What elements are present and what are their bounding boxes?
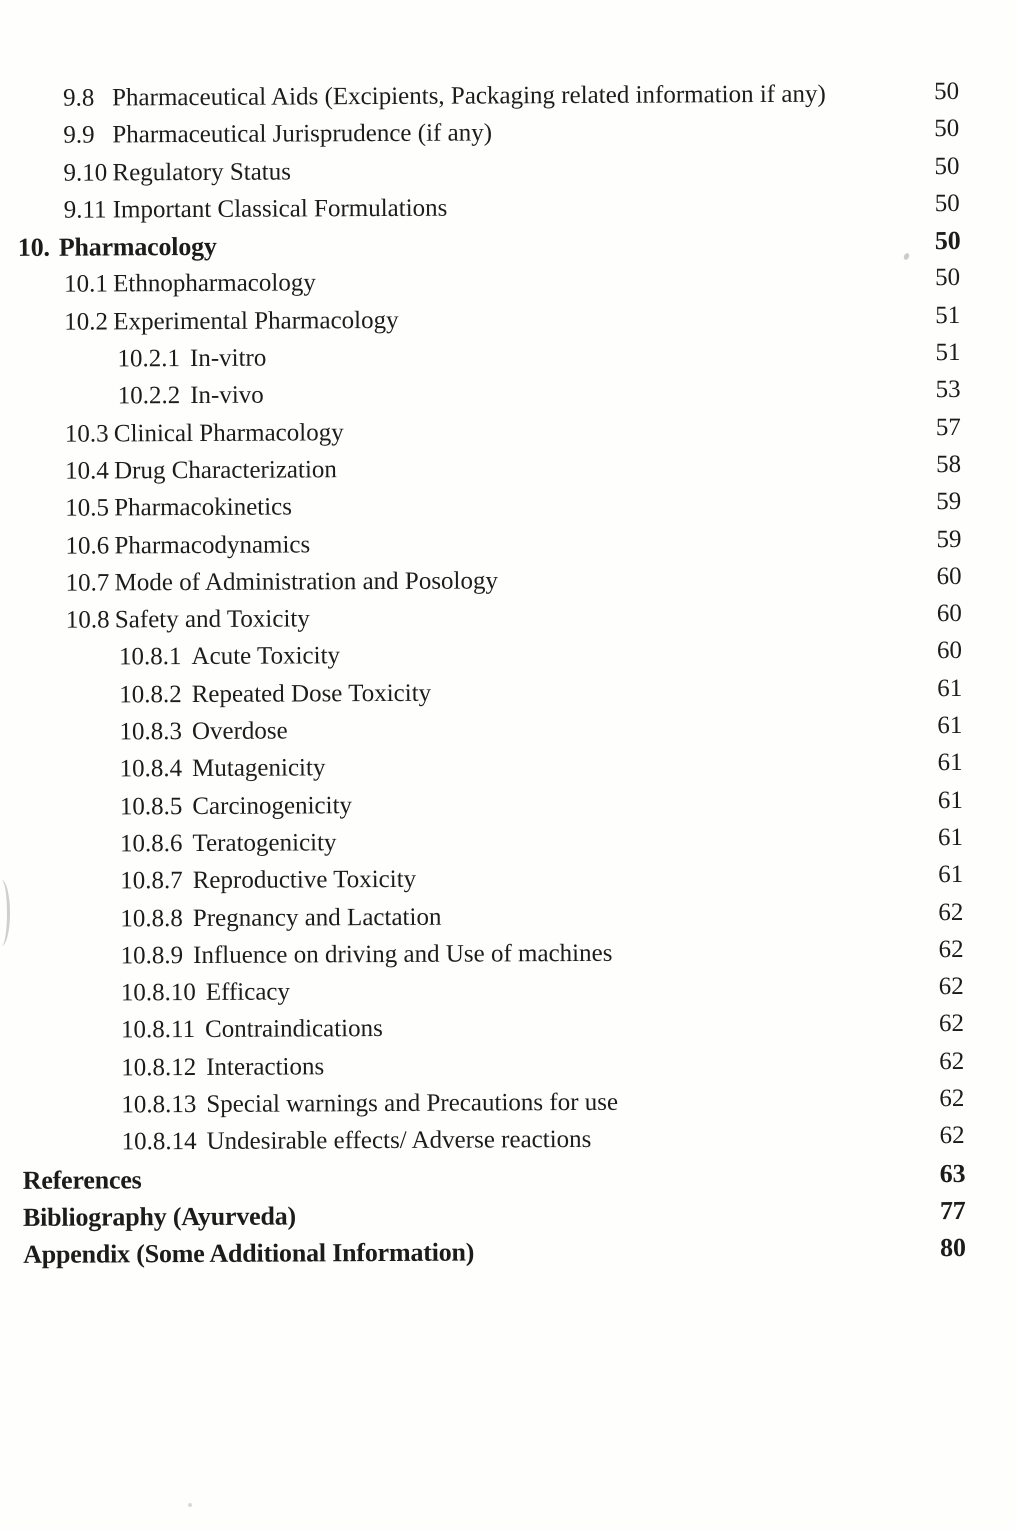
toc-entry-title: In-vivo [190,381,264,410]
toc-entry-number: 10.8 [65,606,110,634]
toc-entry-text [66,597,937,639]
toc-entry-page: 57 [935,413,961,441]
toc-row [4,858,1016,901]
toc-entry-page: 61 [937,786,963,814]
toc-row [0,149,1016,192]
toc-entry-title: Regulatory Status [112,158,292,187]
toc-entry-text [64,299,935,341]
toc-entry-number: 10.8.13 [121,1091,197,1119]
toc-entry-number: 10.8.9 [120,941,184,970]
toc-entry-title: Acute Toxicity [191,642,341,671]
toc-entry-page: 62 [939,1047,965,1075]
toc-entry-title: Repeated Dose Toxicity [191,679,432,708]
toc-entry-number: 10.7 [65,569,110,597]
toc-entry-page: 62 [939,1122,965,1150]
toc-entry-number: 10.5 [65,494,110,522]
toc-entry-page: 61 [937,674,963,702]
toc-entry-text [120,858,938,900]
toc-entry-page: 62 [939,1084,965,1113]
toc-entry-number: 10.8.11 [120,1016,196,1044]
toc-row [1,261,1016,304]
toc-entry-text [121,970,939,1012]
toc-row [2,485,1016,528]
toc-entry-text [120,746,938,788]
toc-entry-page: 80 [940,1233,966,1263]
toc-entry-title: Safety and Toxicity [114,605,310,634]
toc-entry-page: 60 [936,637,963,665]
toc-row [3,709,1016,752]
toc-entry-text [117,336,935,378]
toc-entry-page: 50 [934,152,960,180]
toc-entry-page: 51 [935,339,961,367]
toc-entry-text [118,373,936,415]
toc-row [1,224,1016,267]
toc-entry-page: 62 [938,898,964,926]
toc-entry-title: Teratogenicity [192,829,337,857]
toc-entry-text [120,896,938,938]
toc-entry-page: 50 [934,264,961,292]
toc-row [2,410,1016,453]
toc-entry-text [119,672,937,714]
toc-entry-title: Pregnancy and Lactation [192,903,442,932]
toc-entry-text [23,1194,940,1236]
toc-entry-number: 10.8.1 [118,643,182,671]
toc-entry-page: 51 [935,301,961,329]
toc-entry-page: 62 [938,935,964,963]
toc-entry-text [121,1045,939,1087]
toc-entry-page: 58 [935,450,962,479]
toc-entry-number: 10.2.1 [117,345,181,373]
toc-row [4,932,1016,975]
toc-entry-number: 9.10 [63,159,108,187]
toc-entry-number: 10.8.10 [120,979,196,1007]
toc-entry-text [120,784,938,826]
toc-entry-number: 10.2 [64,308,109,336]
toc-entry-text [121,1082,939,1124]
toc-entry-number: 10.8.4 [119,755,183,783]
toc-entry-title: Carcinogenicity [192,791,353,820]
toc-entry-number: 10.2.2 [117,382,181,410]
toc-entry-title: Appendix (Some Additional Information) [23,1237,475,1270]
toc-entry-text [63,112,934,154]
toc-entry-page: 77 [939,1195,966,1226]
toc-entry-title: Undesirable effects/ Adverse reactions [206,1126,592,1156]
toc-entry-title: Interactions [206,1053,325,1081]
toc-entry-text [120,933,938,975]
toc-entry-number: 10.6 [65,531,110,560]
toc-entry-text [121,1119,939,1161]
toc-entry-text [23,1231,940,1273]
toc-row [5,1119,1016,1162]
toc-row [5,1044,1016,1087]
toc-entry-page: 61 [937,749,963,777]
toc-row [6,1231,1016,1274]
toc-entry-page: 50 [934,77,960,106]
toc-entry-number: 10.8.14 [121,1128,197,1156]
toc-entry-title: Ethnopharmacology [113,269,316,298]
toc-row [1,298,1016,341]
toc-entry-text [64,187,935,229]
toc-row [4,821,1016,864]
toc-row [5,970,1016,1013]
toc-entry-title: Pharmaceutical Jurisprudence (if any) [112,119,493,149]
toc-entry-title: Overdose [191,717,288,746]
toc-row [2,448,1016,491]
toc-entry-number: 10. [17,232,50,263]
toc-entry-number: 10.8.8 [120,904,183,932]
toc-entry-title: Clinical Pharmacology [113,418,344,448]
toc-entry-page: 50 [934,189,960,217]
toc-entry-number: 10.4 [64,457,109,485]
toc-entry-text [63,75,934,117]
toc-entry-title: Pharmaceutical Aids (Excipients, Packaging related information if any) [112,80,826,112]
toc-row [3,597,1016,640]
toc-entry-text [120,821,938,863]
toc-row [4,746,1016,789]
toc-entry-title: Pharmacodynamics [114,530,311,559]
toc-entry-page: 61 [937,823,964,852]
toc-list [0,75,1016,1274]
toc-row [0,112,1016,155]
toc-entry-number: 10.8.6 [119,829,183,858]
toc-entry-title: Pharmacology [58,232,217,262]
toc-entry-title: Reproductive Toxicity [192,866,417,895]
toc-entry-text [63,150,934,192]
toc-entry-title: Mutagenicity [192,754,326,783]
toc-row [1,187,1016,230]
toc-entry-page: 61 [937,712,963,740]
toc-entry-text [18,224,935,266]
toc-row [0,75,1016,118]
toc-entry-page: 50 [934,226,961,256]
toc-entry-title: References [22,1164,142,1195]
toc-entry-title: Contraindications [204,1015,383,1044]
toc-row [5,1007,1016,1050]
toc-entry-page: 60 [936,600,962,628]
toc-entry-title: Bibliography (Ayurveda) [22,1201,297,1232]
toc-row [6,1194,1016,1237]
toc-entry-number: 9.9 [63,121,95,149]
toc-entry-text [65,523,936,565]
toc-entry-number: 9.11 [63,196,107,224]
toc-entry-text [121,1008,939,1050]
toc-entry-title: Drug Characterization [113,456,337,485]
toc-entry-text [119,709,937,751]
toc-row [2,373,1016,416]
toc-entry-number: 10.1 [64,270,108,299]
toc-entry-page: 60 [936,562,962,590]
toc-entry-number: 10.3 [64,420,109,448]
toc-entry-title: Efficacy [205,978,291,1007]
toc-row [5,1082,1016,1125]
toc-entry-page: 62 [938,1010,965,1038]
toc-entry-title: Special warnings and Precautions for use [206,1088,619,1118]
toc-row [2,522,1016,565]
toc-entry-text [65,411,936,453]
toc-entry-text [64,262,935,304]
toc-entry-text [65,485,936,527]
toc-entry-text [119,635,937,677]
toc-entry-text [66,560,937,602]
toc-entry-page: 59 [936,488,962,516]
toc-entry-number: 9.8 [63,84,95,112]
toc-row [4,783,1016,826]
toc-entry-page: 53 [935,376,961,404]
toc-entry-title: Important Classical Formulations [112,194,448,224]
toc-entry-number: 10.8.7 [120,867,183,895]
toc-entry-page: 59 [936,525,962,553]
toc-entry-title: Influence on driving and Use of machines [193,939,613,969]
toc-entry-number: 10.8.3 [119,718,182,746]
toc-row [1,336,1016,379]
toc-entry-page: 63 [939,1158,966,1188]
toc-entry-title: Mode of Administration and Posology [114,567,499,597]
toc-entry-title: Experimental Pharmacology [113,306,399,336]
scan-speck [188,1503,192,1507]
toc-entry-number: 10.8.2 [119,680,182,709]
toc-entry-number: 10.8.5 [119,792,183,821]
toc-entry-text [65,448,936,490]
toc-entry-page: 62 [938,973,964,1001]
toc-row [3,671,1016,714]
toc-row [4,895,1016,938]
toc-entry-number: 10.8.12 [121,1053,197,1082]
toc-entry-title: In-vitro [189,344,267,373]
toc-entry-text [23,1157,940,1199]
toc-row [6,1156,1016,1199]
toc-entry-page: 61 [938,861,964,889]
toc-entry-title: Pharmacokinetics [114,493,293,522]
toc-entry-page: 50 [934,115,960,143]
toc-row [3,560,1016,603]
toc-row [3,634,1016,677]
